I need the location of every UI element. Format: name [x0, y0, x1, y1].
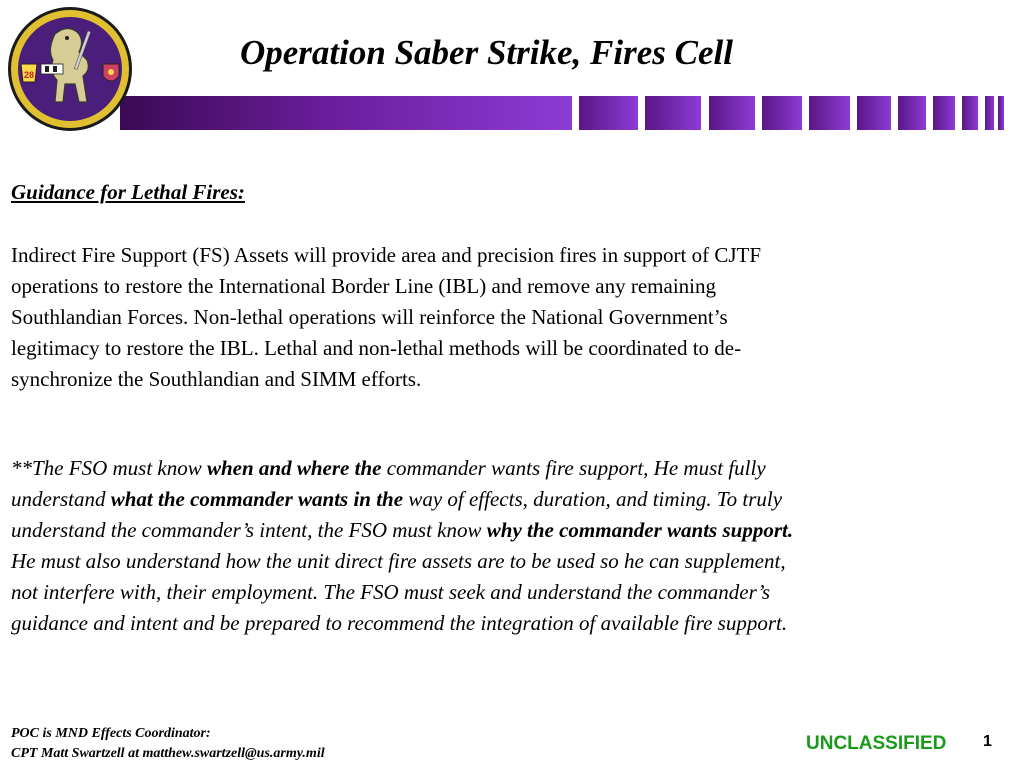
unit-crest-lion-icon	[7, 6, 133, 132]
poc-footer	[11, 724, 325, 764]
paragraph-line: operations to restore the International Border Line (IBL) and remove any remaining	[11, 274, 716, 298]
emphasis-text: when and where the	[207, 456, 382, 480]
text-run: **The FSO must know	[11, 456, 207, 480]
header-band-block	[645, 96, 701, 130]
text-run: commander wants fire support, He must fully	[381, 456, 766, 480]
paragraph-line: Indirect Fire Support (FS) Assets will provide area and precision fires in support of CJTF	[11, 243, 762, 267]
emphasis-text: why the commander wants support.	[486, 518, 794, 542]
text-run: understand	[11, 487, 111, 511]
guidance-paragraph	[11, 240, 1011, 395]
paragraph-line	[11, 484, 1011, 515]
paragraph-line	[11, 515, 1011, 546]
header-band-block	[898, 96, 926, 130]
page-number: 1	[983, 733, 992, 750]
text-run: understand the commander’s intent, the FSO must know	[11, 518, 487, 542]
fso-note-paragraph	[11, 453, 1011, 639]
paragraph-line: synchronize the Southlandian and SIMM efforts.	[11, 367, 422, 391]
paragraph-line: Southlandian Forces. Non-lethal operations will reinforce the National Government’s	[11, 305, 728, 329]
paragraph-line: legitimacy to restore the IBL. Lethal and non-lethal methods will be coordinated to de-	[11, 336, 742, 360]
paragraph-line: not interfere with, their employment. The FSO must seek and understand the commander’s	[11, 580, 771, 604]
header-band-block	[579, 96, 638, 130]
header-band-block	[857, 96, 891, 130]
svg-text:28: 28	[23, 70, 35, 80]
header-band-block	[762, 96, 802, 130]
paragraph-line	[11, 453, 1011, 484]
header-band-block	[809, 96, 850, 130]
poc-line: POC is MND Effects Coordinator:	[11, 726, 211, 741]
header-band-block	[933, 96, 955, 130]
slide-title: Operation Saber Strike, Fires Cell	[240, 33, 733, 72]
paragraph-line: guidance and intent and be prepared to recommend the integration of available fire support.	[11, 611, 788, 635]
paragraph-line: He must also understand how the unit direct fire assets are to be used so he can supplement,	[11, 549, 786, 573]
section-heading: Guidance for Lethal Fires:	[11, 180, 245, 204]
header-band-gradient	[120, 96, 572, 130]
header-band-block	[962, 96, 978, 130]
emphasis-text: what the commander wants in the	[110, 487, 404, 511]
header-band-block	[998, 96, 1004, 130]
header-band-block	[709, 96, 755, 130]
poc-contact-line: CPT Matt Swartzell at matthew.swartzell@us.army.mil	[11, 746, 325, 761]
text-run: way of effects, duration, and timing. To truly	[403, 487, 783, 511]
classification-marking: UNCLASSIFIED	[806, 733, 947, 754]
header-band	[0, 96, 1024, 130]
header-band-block	[985, 96, 994, 130]
